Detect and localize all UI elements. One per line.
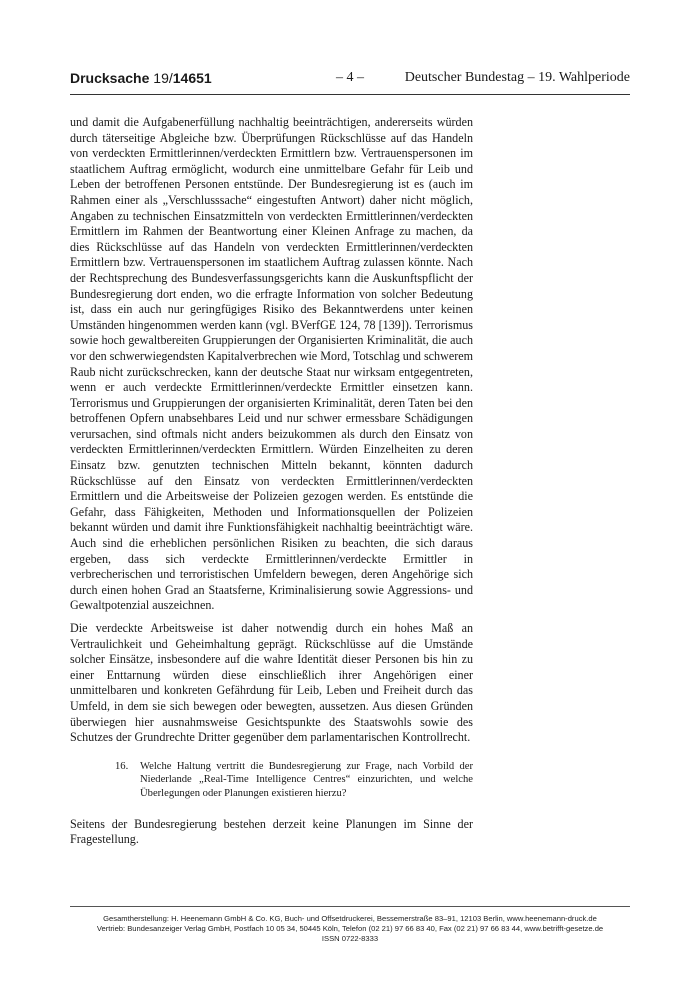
main-text: [70, 115, 473, 848]
page-footer: [70, 914, 630, 944]
question-number: 16.: [115, 760, 129, 772]
header-rule: [70, 94, 630, 95]
publisher: Deutscher Bundestag – 19. Wahlperiode: [404, 70, 630, 85]
session-number: 19/: [153, 70, 173, 86]
page-number: – 4 –: [336, 70, 364, 85]
paragraph-1: und damit die Aufgabenerfüllung nachhaltig beeinträchtigen, andererseits würden durch täterseitige Abgleiche bzw. Überprüfungen Rückschlüsse auf das Handeln von verdeckten Ermittlerinnen/verdeckten Ermittlern bzw. Vertrauenspersonen im staatlichem Auftrag ermöglicht, wodurch eine unmittelbare Gefahr für Leib und Leben der betroffenen Personen entstünde. Der Bundesregierung ist es (auch im Rahmen einer als „Verschlusssache“ eingestuften Antwort) daher nicht möglich, Angaben zu technischen Einsatzmitteln von verdeckten Ermittlerinnen/verdeckten Ermittlern im Rahmen der Beantwortung einer Kleinen Anfrage zu machen, da dies Rückschlüsse auf das Handeln von verdeckten Ermittlerinnen/verdeckten Ermittlern bzw. Vertrauenspersonen im staatlichem Auftrag zulassen könnte. Nach der Rechtsprechung des Bundesverfassungsgerichts kann die Auskunftspflicht der Bundesregierung dort enden, wo die erfragte Information von solcher Bedeutung ist, dass ein auch nur geringfügiges Risiko des Bekanntwerdens unter keinen Umständen hingenommen werden kann (vgl. BVerfGE 124, 78 [139]). Terrorismus sowie hoch gewaltbereiten Gruppierungen der Organisierten Kriminalität, die auch vor den schwerwiegendsten Kapitalverbrechen wie Mord, Totschlag und schwerem Raub nicht zurückschrecken, kann der deutsche Staat nur wirksam entgegentreten, wenn er auch verdeckte Ermittlerinnen/verdeckte Ermittler einsetzen kann. Terrorismus und Gruppierungen der organisierten Kriminalität, deren Taten bei den betroffenen Opfern unabsehbares Leid und nur schwer ermessbare Schädigungen verursachen, sind oftmals nicht anders beizukommen als durch den Einsatz von verdeckten Ermittlerinnen/verdeckten Ermittlern. Würden Einzelheiten zu deren Einsatz bzw. genutzten technischen Mitteln bekannt, könnten dadurch Rückschlüsse auf den Einsatz von verdeckten Ermittlerinnen/verdeckten Ermittlern und die Arbeitsweise der Polizeien gezogen werden. Es entstünde die Gefahr, dass Fähigkeiten, Methoden und Informationsquellen der Polizeien bekannt würden und damit ihre Funktionsfähigkeit nachhaltig beeinträchtigt wäre. Auch sind die erheblichen persönlichen Risiken zu beachten, die sich daraus ergeben, dass sich verdeckte Ermittlerinnen/verdeckte Ermittler in verbrecherischen und terroristischen Umfeldern bewegen, deren Angehörige sich durch einen hohen Grad an Staatsferne, Kriminalisierung sowie Aggressions- und Gewaltpotenzial auszeichnen.: [70, 115, 473, 613]
footer-issn: ISSN 0722-8333: [321, 934, 379, 943]
question-block: [70, 760, 473, 801]
footer-rule: [70, 906, 630, 907]
paragraph-2: Die verdeckte Arbeitsweise ist daher notwendig durch ein hohes Maß an Vertraulichkeit und Geheimhaltung geprägt. Rückschlüsse auf die Umstände solcher Einsätze, insbesondere auf die wahre Identität dieser Personen bis hin zu einer Enttarnung würden diese einschließlich ihrer Angehörigen einer unmittelbaren und konkreten Gefährdung für Leib, Leben und Freiheit durch das Umfeld, in dem sie sich bewegen oder bewegten, aussetzen. Aus diesen Gründen überwiegen hier ausnahmsweise Gesichtspunkte des Staatswohls sowie des Schutzes der Grundrechte Dritter gegenüber dem parlamentarischen Kontrollrecht.: [70, 621, 473, 745]
answer-text: Seitens der Bundesregierung bestehen derzeit keine Planungen im Sinne der Fragestellung.: [70, 816, 473, 847]
footer-printer: Gesamtherstellung: H. Heenemann GmbH & Co. KG, Buch- und Offsetdruckerei, Bessemerstraße 83–91, 12103 Berlin, www.heenemann-druck.de: [103, 914, 597, 923]
footer-distribution: Vertrieb: Bundesanzeiger Verlag GmbH, Postfach 10 05 34, 50445 Köln, Telefon (02 21) 97 66 83 40, Fax (02 21) 97 66 83 44, www.betrifft-gesetze.de: [96, 924, 604, 933]
question-text: Welche Haltung vertritt die Bundesregierung zur Frage, nach Vorbild der Niederlande „Real-Time Intelligence Centres“ einzurichten, und welche Überlegungen oder Planungen existieren hierzu?: [140, 760, 473, 799]
page-header: [70, 70, 630, 90]
print-number: 14651: [172, 70, 212, 86]
doc-label: Drucksache: [70, 70, 150, 86]
